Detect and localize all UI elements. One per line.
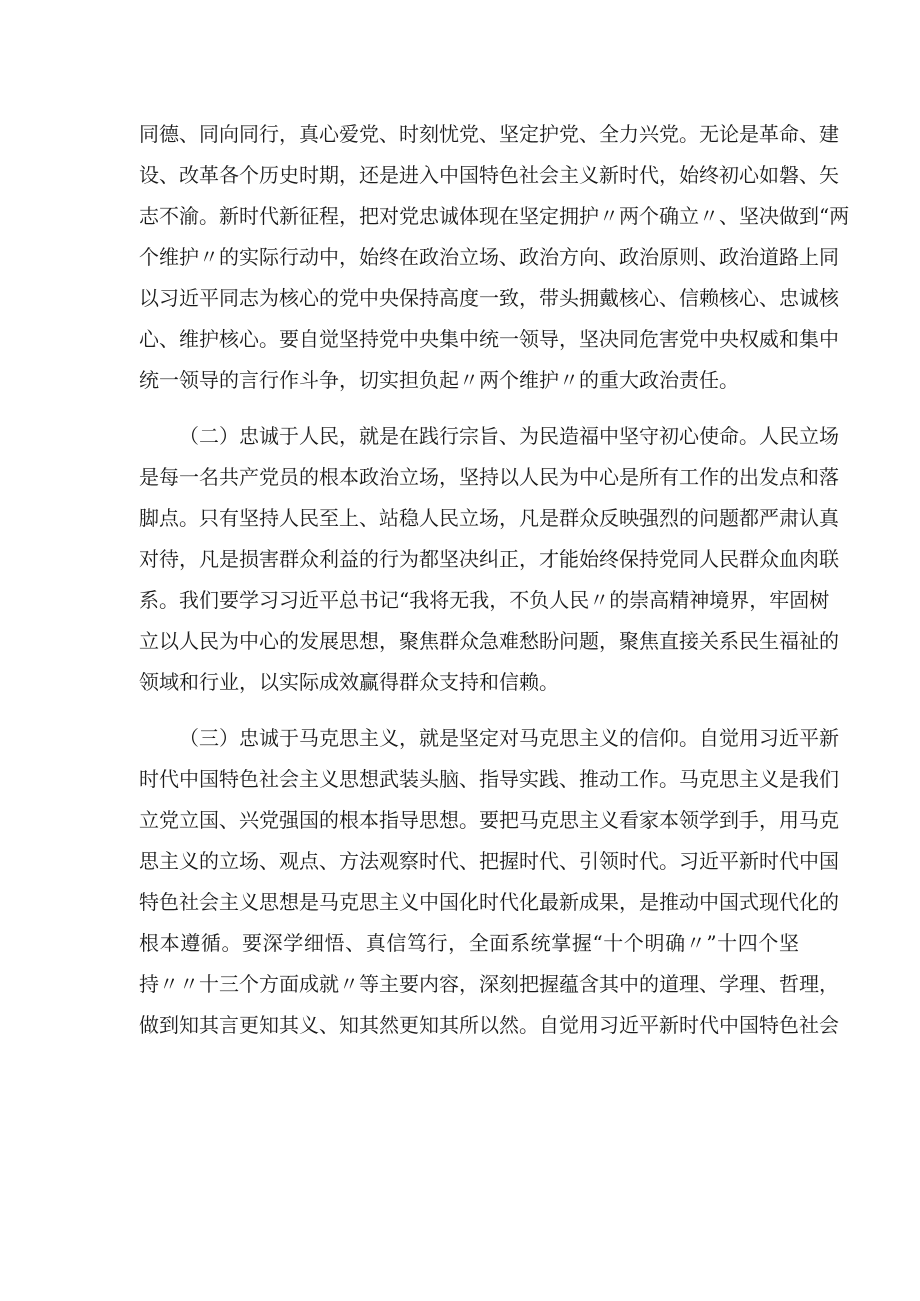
paragraph-spacer xyxy=(139,401,799,416)
text-line: 以习近平同志为核心的党中央保持高度一致，带头拥戴核心、信赖核心、忠诚核 xyxy=(139,286,839,310)
text-line: 个维护〃的实际行动中，始终在政治立场、政治方向、政治原则、政治道路上同 xyxy=(139,245,839,269)
text-line: 持〃〃十三个方面成就〃等主要内容，深刻把握蕴含其中的道理、学理、哲理， xyxy=(139,972,839,996)
text-line: 思主义的立场、观点、方法观察时代、把握时代、引领时代。习近平新时代中国 xyxy=(139,849,839,873)
text-line: 立党立国、兴党强国的根本指导思想。要把马克思主义看家本领学到手，用马克 xyxy=(139,808,839,832)
paragraph-spacer xyxy=(139,703,799,718)
text-line: 对待，凡是损害群众利益的行为都坚决纠正，才能始终保持党同人民群众血肉联 xyxy=(139,547,839,571)
text-line: 设、改革各个历史时期，还是进入中国特色社会主义新时代，始终初心如磐、矢 xyxy=(139,163,839,187)
text-line: 做到知其言更知其义、知其然更知其所以然。自觉用习近平新时代中国特色社会 xyxy=(139,1013,839,1037)
text-line: 心、维护核心。要自觉坚持党中央集中统一领导，坚决同危害党中央权威和集中 xyxy=(139,327,839,351)
text-line: 领域和行业，以实际成效赢得群众支持和信赖。 xyxy=(139,670,559,694)
text-line: 立以人民为中心的发展思想，聚焦群众急难愁盼问题，聚焦直接关系民生福祉的 xyxy=(139,629,839,653)
text-line: 特色社会主义思想是马克思主义中国化时代化最新成果，是推动中国式现代化的 xyxy=(139,890,839,914)
paragraph-1 xyxy=(139,114,850,401)
text-line: （三）忠诚于马克思主义，就是坚定对马克思主义的信仰。自觉用习近平新 xyxy=(179,726,839,750)
text-line: 时代中国特色社会主义思想武装头脑、指导实践、推动工作。马克思主义是我们 xyxy=(139,767,839,791)
text-line: 是每一名共产党员的根本政治立场，坚持以人民为中心是所有工作的出发点和落 xyxy=(139,465,839,489)
text-line: 统一领导的言行作斗争，切实担负起〃两个维护〃的重大政治责任。 xyxy=(139,368,739,392)
text-line: 根本遵循。要深学细悟、真信笃行，全面系统掌握“十个明确〃”十四个坚 xyxy=(139,931,799,955)
text-line: 同德、同向同行，真心爱党、时刻忧党、坚定护党、全力兴党。无论是革命、建 xyxy=(139,122,839,146)
text-line: （二）忠诚于人民，就是在践行宗旨、为民造福中坚守初心使命。人民立场 xyxy=(179,424,839,448)
text-line: 系。我们要学习习近平总书记“我将无我，不负人民〃的崇高精神境界，牢固树 xyxy=(139,588,830,612)
text-line: 脚点。只有坚持人民至上、站稳人民立场，凡是群众反映强烈的问题都严肃认真 xyxy=(139,506,839,530)
text-line: 志不渝。新时代新征程，把对党忠诚体现在坚定拥护〃两个确立〃、坚决做到“两 xyxy=(139,204,850,228)
paragraph-2 xyxy=(139,416,839,703)
document-body xyxy=(139,114,850,1046)
paragraph-3 xyxy=(139,718,839,1046)
